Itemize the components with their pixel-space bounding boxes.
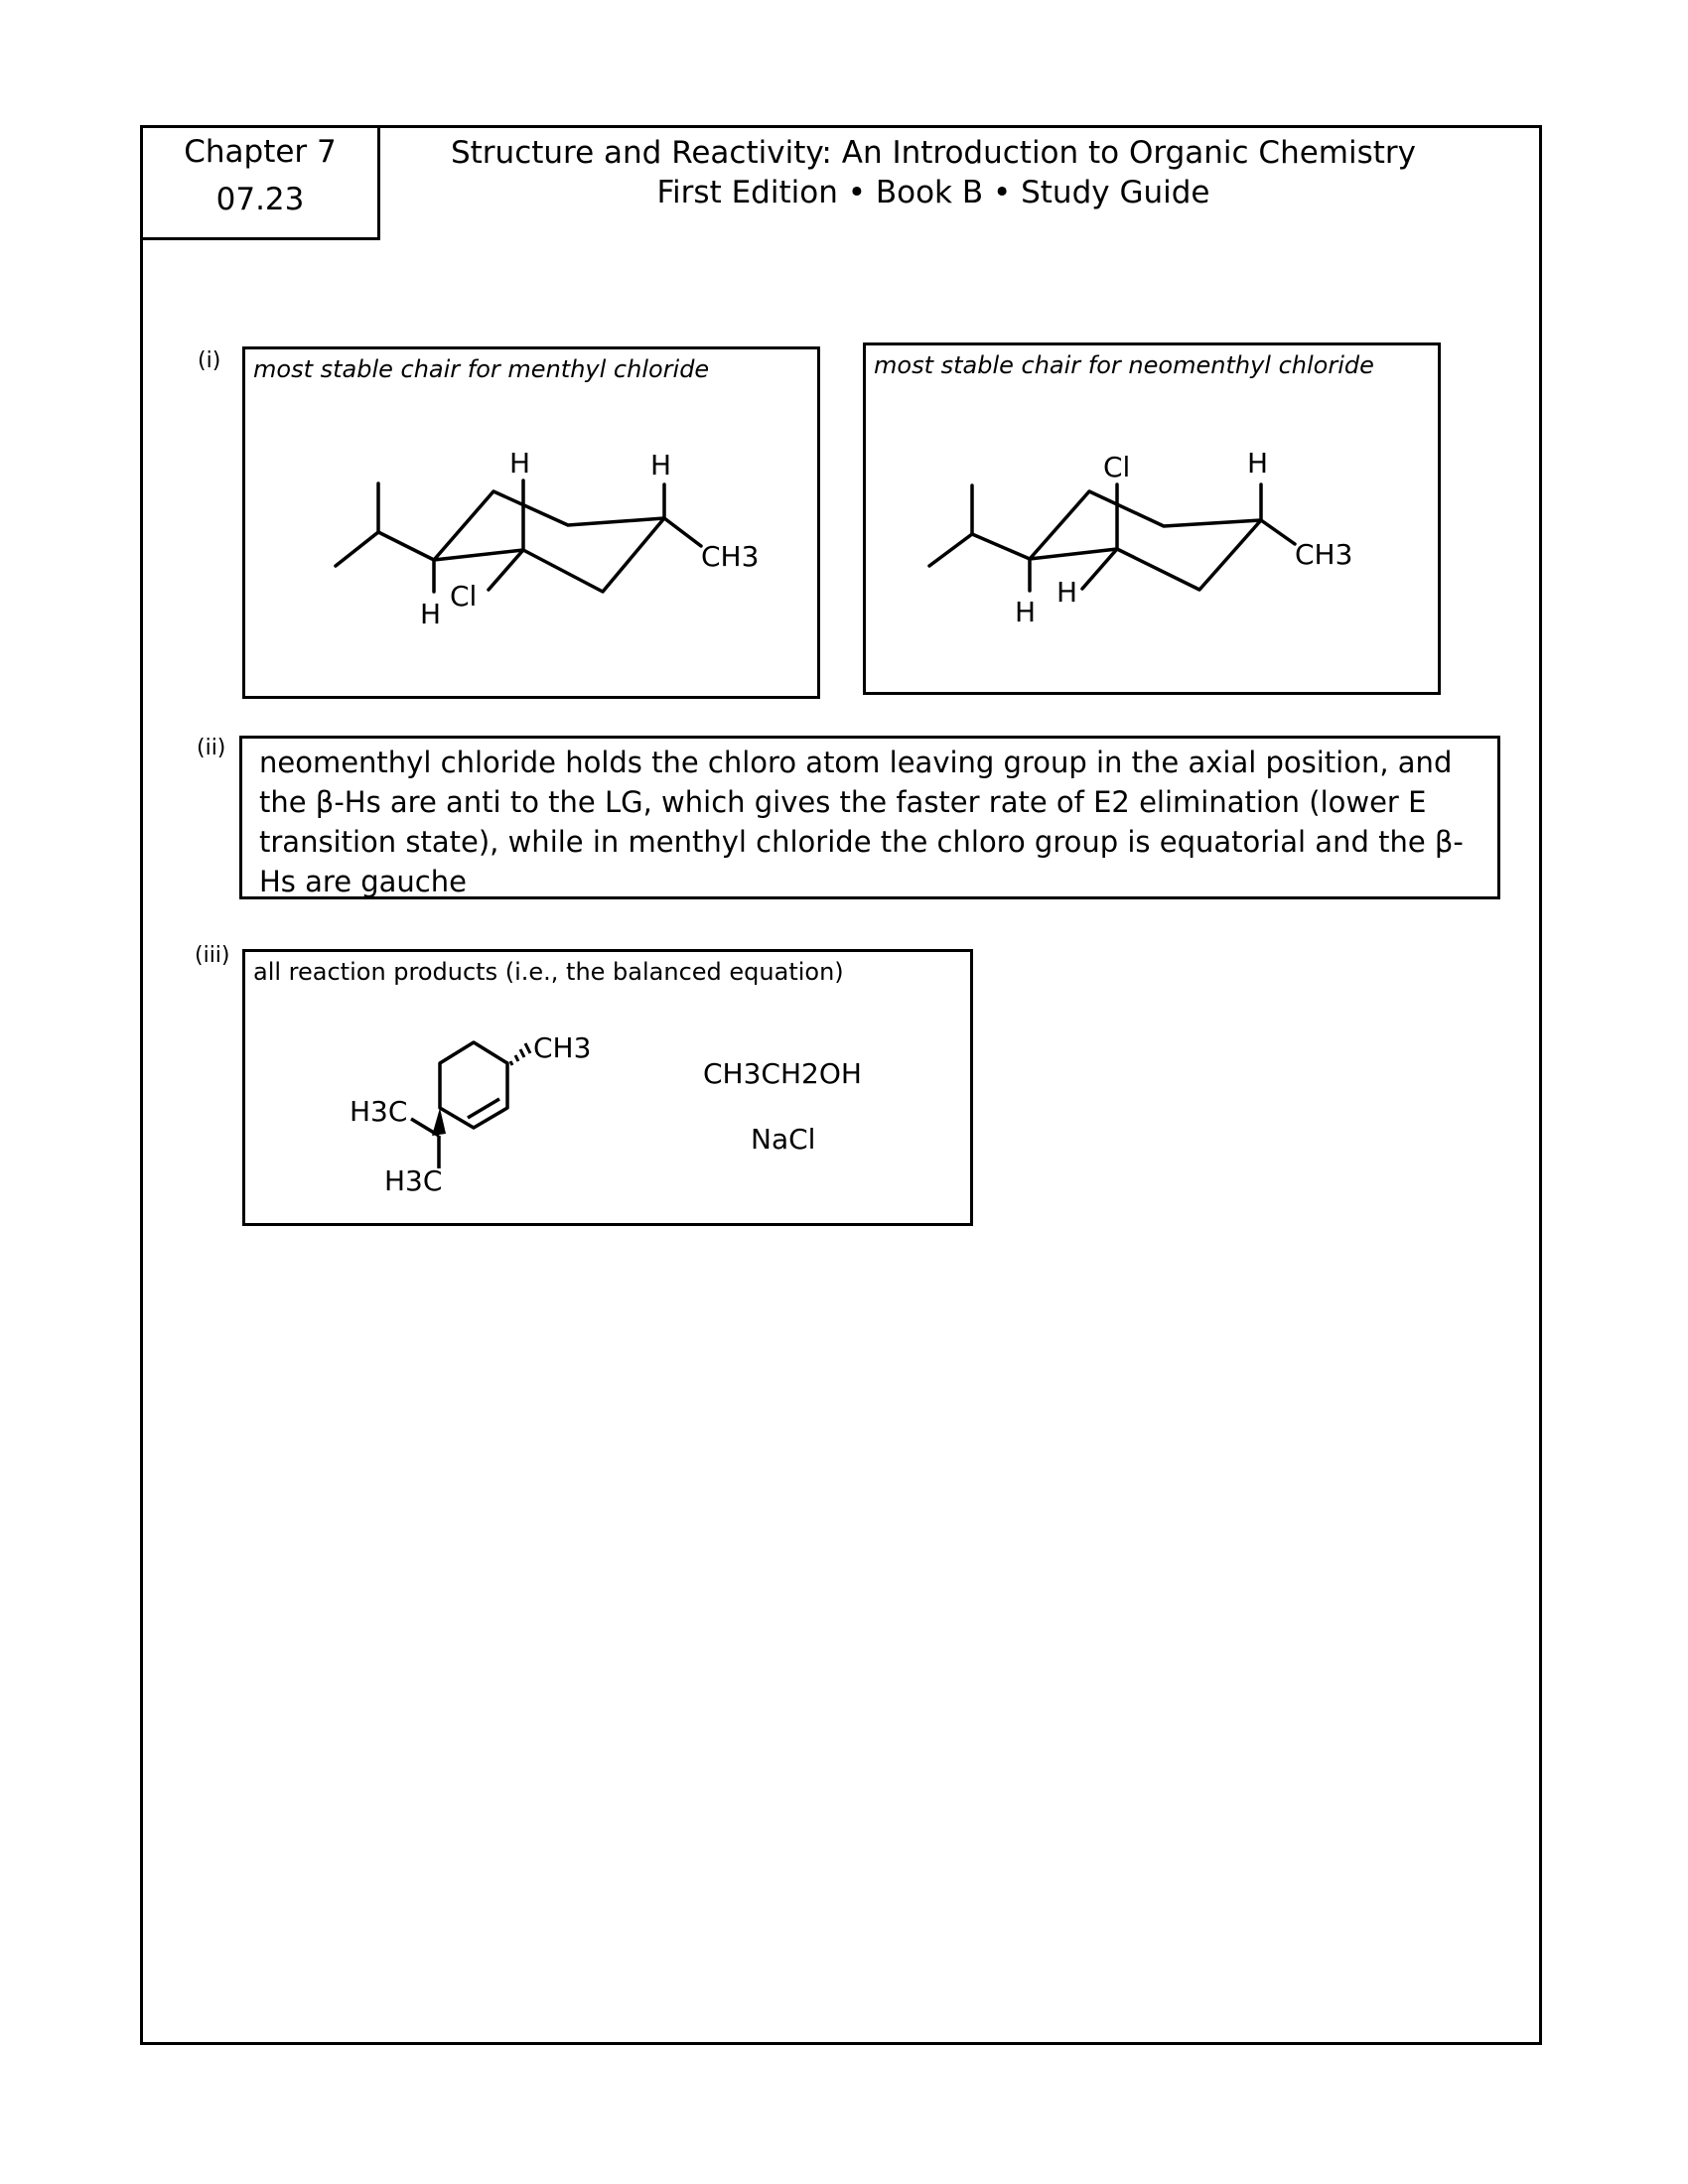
neomenthyl-caption: most stable chair for neomenthyl chloride bbox=[874, 351, 1374, 379]
sodium-chloride-label: NaCl bbox=[751, 1123, 816, 1156]
products-box bbox=[242, 949, 973, 1226]
menthyl-caption: most stable chair for menthyl chloride bbox=[253, 355, 710, 383]
h-axial-label: H bbox=[509, 447, 531, 479]
part-ii-label: (ii) bbox=[197, 736, 226, 760]
book-title: Structure and Reactivity: An Introduction to Organic Chemistry bbox=[450, 135, 1417, 171]
cl-axial-label: Cl bbox=[1103, 451, 1131, 483]
neomenthyl-chair-structure bbox=[866, 345, 1444, 698]
h-methyl-label-2: H bbox=[1247, 447, 1269, 479]
h-methyl-label: H bbox=[650, 449, 672, 481]
ch3-label: CH3 bbox=[701, 540, 760, 573]
problem-number: 07.23 bbox=[215, 182, 305, 217]
h-isopropyl-label-2: H bbox=[1015, 596, 1037, 628]
chapter-label: Chapter 7 bbox=[184, 134, 337, 170]
menthene-structure bbox=[245, 952, 976, 1229]
ethanol-label: CH3CH2OH bbox=[703, 1057, 862, 1090]
explanation-text: neomenthyl chloride holds the chloro atom leaving group in the axial position, and the β-Hs are anti to the LG, which gives the faster rate of E2 elimination (lower E transition state), while in menthyl chloride the chloro group is equatorial and the β-Hs are gauche bbox=[259, 746, 1464, 898]
ch3-label-3: CH3 bbox=[533, 1031, 592, 1064]
book-subtitle: First Edition • Book B • Study Guide bbox=[656, 175, 1210, 210]
ch3-label-2: CH3 bbox=[1295, 538, 1353, 571]
page-header bbox=[417, 133, 1450, 212]
part-iii-label: (iii) bbox=[195, 943, 230, 968]
answer-box bbox=[239, 736, 1500, 899]
neomenthyl-chair-box bbox=[863, 342, 1441, 695]
part-i-label: (i) bbox=[198, 348, 221, 373]
h-equatorial-label: H bbox=[1056, 576, 1078, 609]
cl-equatorial-label: Cl bbox=[450, 580, 478, 613]
h-isopropyl-label: H bbox=[420, 598, 442, 630]
chapter-box bbox=[140, 125, 380, 240]
products-caption: all reaction products (i.e., the balanced equation) bbox=[253, 958, 844, 986]
menthyl-chair-box bbox=[242, 346, 820, 699]
h3c-label-bottom: H3C bbox=[384, 1164, 443, 1197]
h3c-label-top: H3C bbox=[350, 1095, 408, 1128]
menthyl-chair-structure bbox=[245, 349, 823, 702]
